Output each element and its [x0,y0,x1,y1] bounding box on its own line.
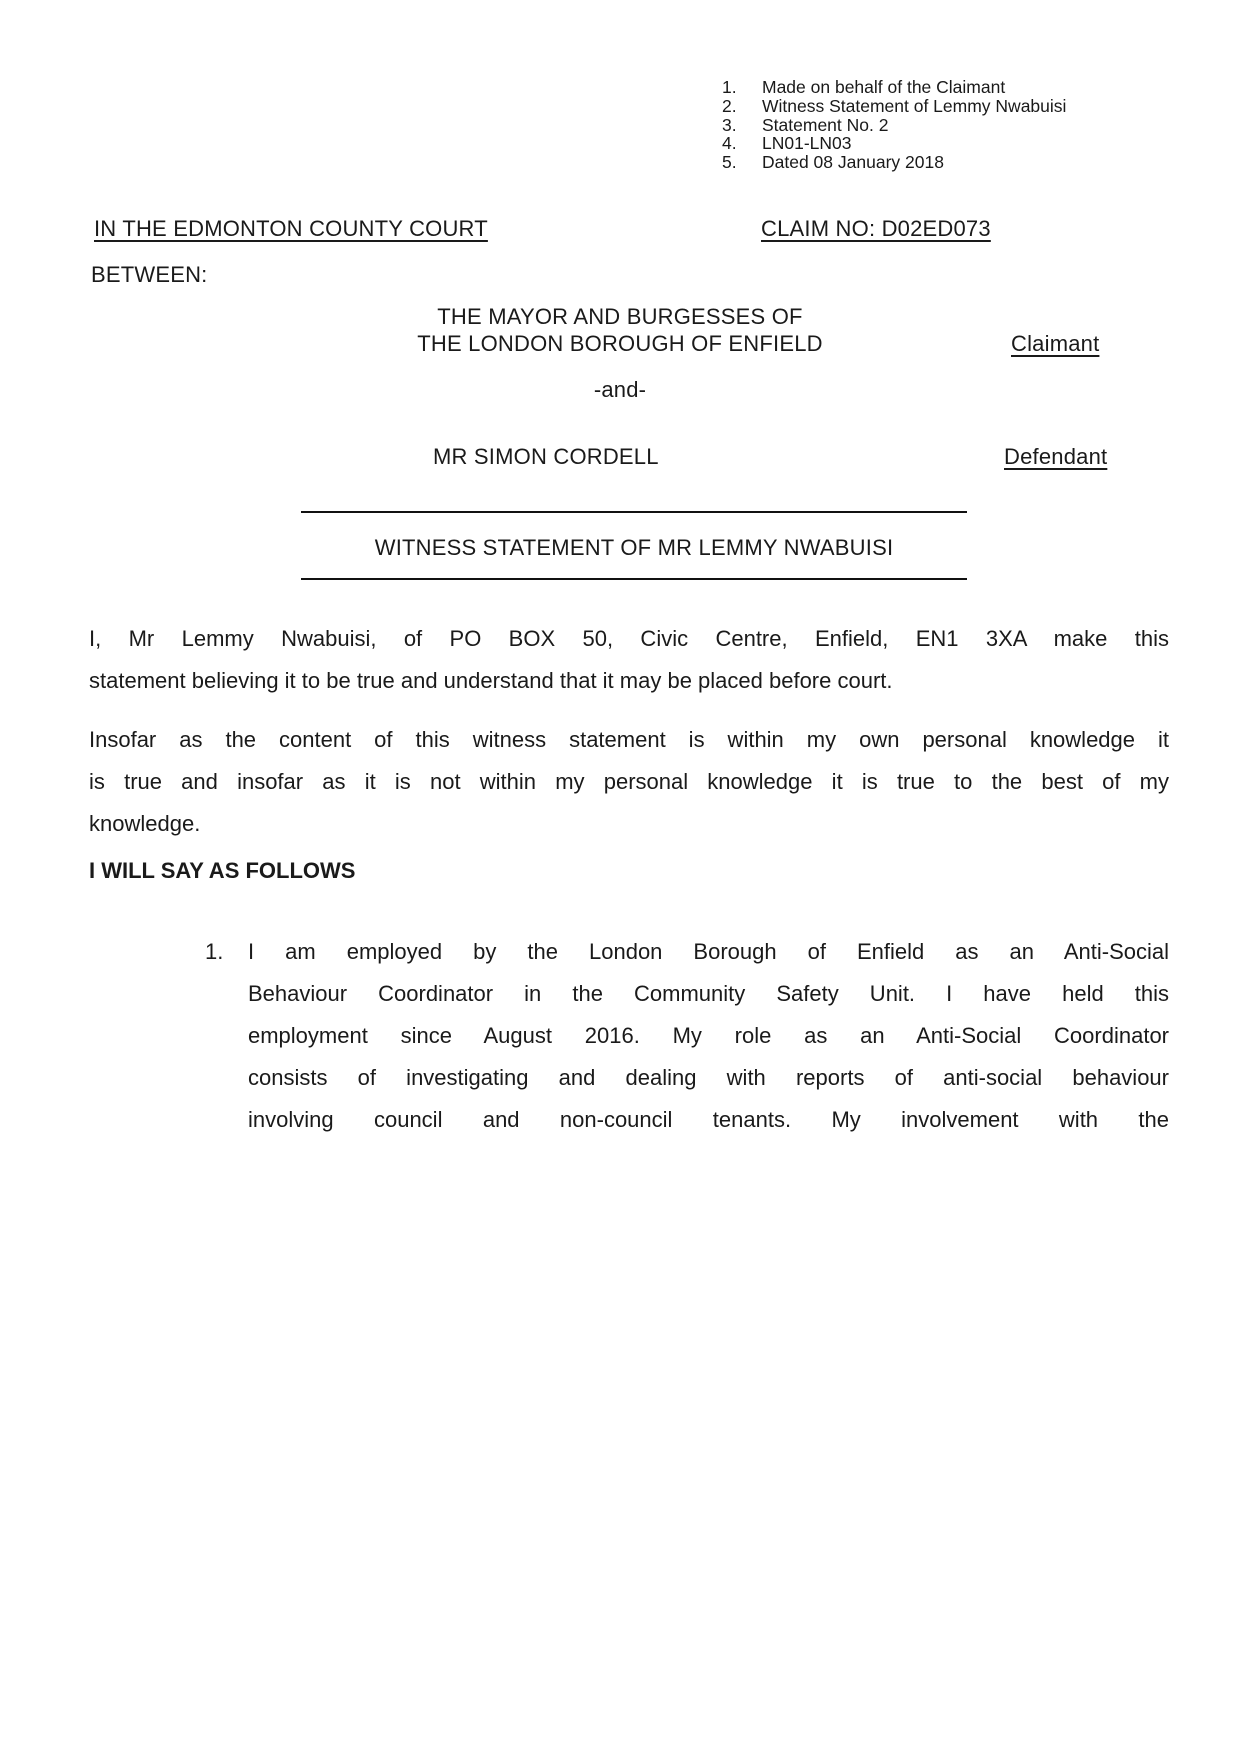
truth-paragraph [89,719,1169,845]
header-item [722,97,1066,116]
paragraph-line: knowledge. [89,811,201,836]
between-label: BETWEEN: [91,262,208,287]
header-item-number: 4. [722,133,737,154]
header-item-text: Made on behalf of the Claimant [762,77,1006,97]
defendant-name: MR SIMON CORDELL [433,444,659,469]
header-item-number: 5. [722,152,737,173]
claimant-name-line: THE LONDON BOROUGH OF ENFIELD [417,331,823,356]
defendant-label: Defendant [1004,444,1108,469]
header-item-number: 1. [722,77,737,97]
paragraph-line: statement believing it to be true and understand that it may be placed before court. [89,668,893,693]
claimant-label: Claimant [1011,331,1100,356]
court-name: IN THE EDMONTON COUNTY COURT [94,216,488,241]
and-separator: -and- [593,377,647,402]
intro-paragraph [89,618,1169,702]
list-item-line: consists of investigating and dealing with reports of anti-social behaviour [248,1065,1169,1090]
header-item [722,116,1066,135]
list-item-line: I am employed by the London Borough of Enfield as an Anti-Social [248,939,1169,964]
list-item-line: Behaviour Coordinator in the Community Safety Unit. I have held this [248,981,1169,1006]
paragraph-line: is true and insofar as it is not within my personal knowledge it is true to the best of my [89,769,1169,794]
header-item [722,153,1066,172]
header-item-text: LN01-LN03 [762,133,852,154]
header-item-text: Witness Statement of Lemmy Nwabuisi [762,95,1067,116]
paragraph-line: Insofar as the content of this witness statement is within my own personal knowledge it [89,727,1169,752]
header-item-number: 3. [722,114,737,135]
title-rule-bottom [301,578,967,580]
header-item [722,78,1066,97]
header-metadata-list [722,78,1066,172]
title-rule-top [301,511,967,513]
header-item-number: 2. [722,95,737,116]
list-item-number: 1. [205,939,224,964]
list-item-line: employment since August 2016. My role as an Anti-Social Coordinator [248,1023,1169,1048]
header-item [722,134,1066,153]
statement-title: WITNESS STATEMENT OF MR LEMMY NWABUISI [374,535,894,560]
list-item-line: involving council and non-council tenants. My involvement with the [248,1107,1169,1132]
section-heading: I WILL SAY AS FOLLOWS [89,858,356,883]
list-item [248,931,1169,1141]
header-item-text: Dated 08 January 2018 [762,152,944,173]
claim-number: CLAIM NO: D02ED073 [761,216,991,241]
claimant-name-line: THE MAYOR AND BURGESSES OF [437,304,803,329]
paragraph-line: I, Mr Lemmy Nwabuisi, of PO BOX 50, Civic Centre, Enfield, EN1 3XA make this [89,626,1169,651]
claimant-name [340,303,900,357]
header-item-text: Statement No. 2 [762,114,889,135]
